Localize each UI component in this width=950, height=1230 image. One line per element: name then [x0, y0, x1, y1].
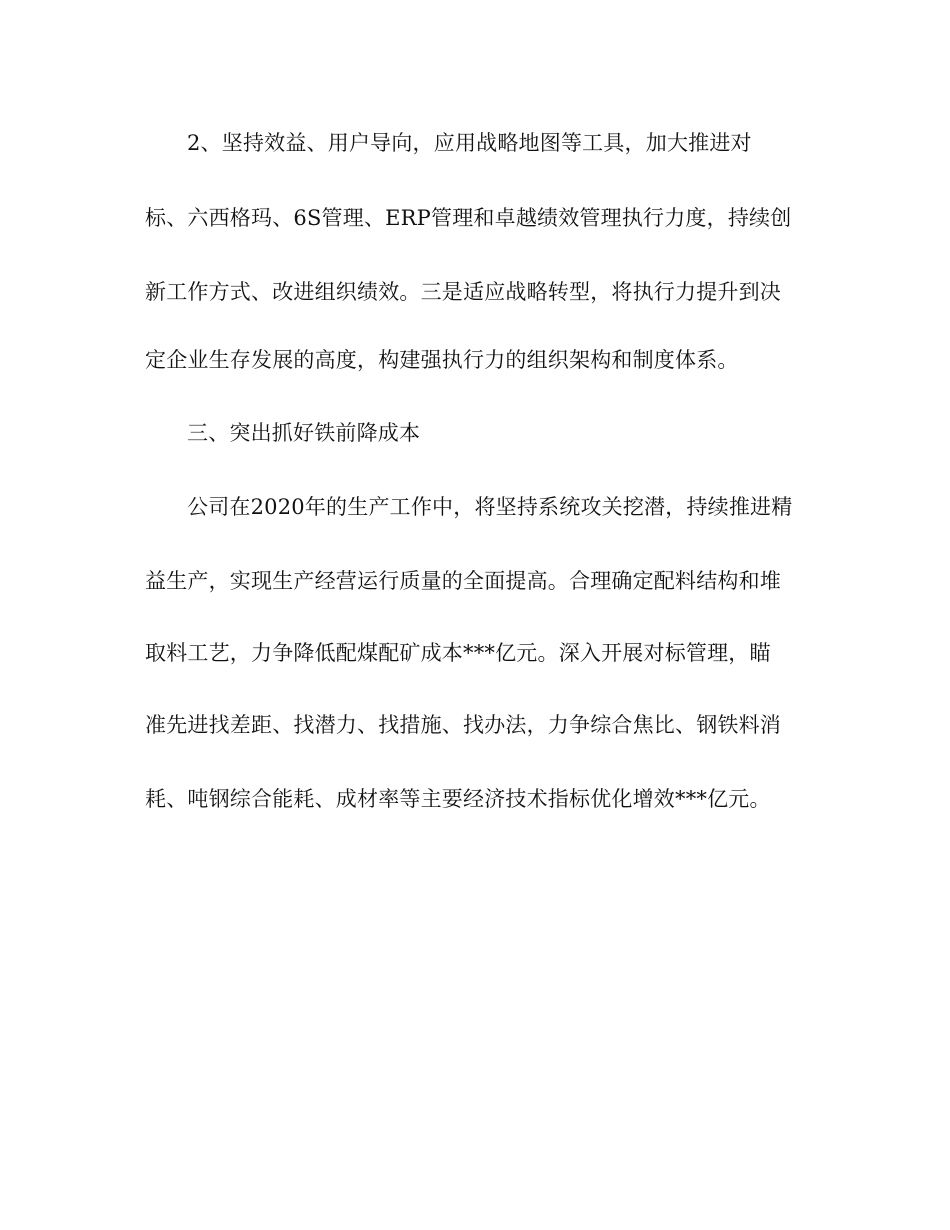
paragraph-line: 准先进找差距、找潜力、找措施、找办法，力争综合焦比、钢铁料消 [145, 713, 781, 737]
paragraph-line: 耗、吨钢综合能耗、成材率等主要经济技术指标优化增效***亿元。 [145, 787, 771, 811]
paragraph-line: 公司在2020年的生产工作中，将坚持系统攻关挖潜，持续推进精 [187, 495, 793, 519]
section-heading: 三、突出抓好铁前降成本 [187, 421, 421, 445]
paragraph-line: 2、坚持效益、用户导向，应用战略地图等工具，加大推进对 [187, 131, 752, 155]
paragraph-line: 标、六西格玛、6S管理、ERP管理和卓越绩效管理执行力度，持续创 [145, 206, 792, 230]
paragraph-line: 益生产，实现生产经营运行质量的全面提高。合理确定配料结构和堆 [145, 569, 781, 593]
paragraph-line: 定企业生存发展的高度，构建强执行力的组织架构和制度体系。 [145, 348, 739, 372]
paragraph-line: 新工作方式、改进组织绩效。三是适应战略转型，将执行力提升到决 [145, 280, 781, 304]
paragraph-line: 取料工艺，力争降低配煤配矿成本***亿元。深入开展对标管理，瞄 [145, 641, 771, 665]
